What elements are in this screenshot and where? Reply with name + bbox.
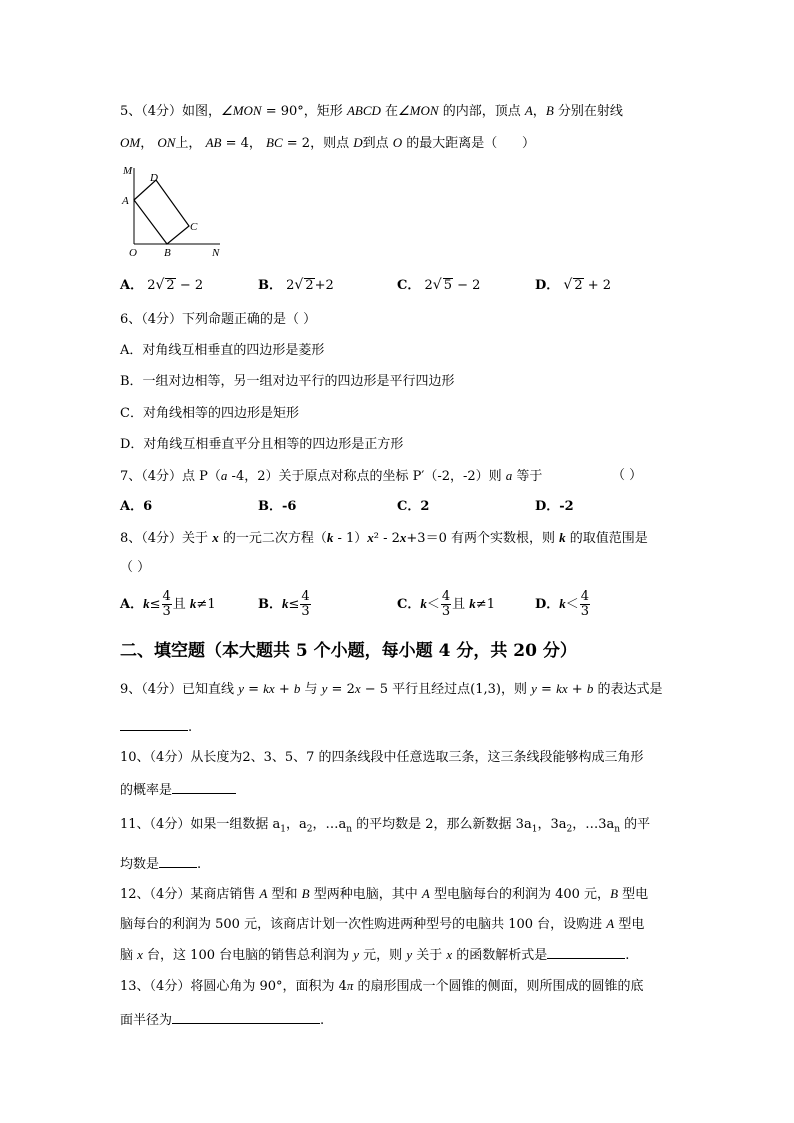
q10-answer-blank [172, 779, 236, 794]
section-2-title: 二、填空题（本大题共 5 个小题，每小题 4 分，共 20 分） [120, 641, 577, 661]
q11-line2: 均数是 . [120, 853, 201, 875]
q13-line1: 13、（4分）将圆心角为 90°，面积为 4π 的扇形围成一个圆锥的侧面，则所围成的圆锥的底 [120, 978, 644, 994]
q5-option-b: B． 2√ 2+2 [258, 277, 334, 293]
q10-line2: 的概率是 [120, 779, 236, 801]
q8-option-c: C．k＜ $\frac{4}{3}$ 且 k≠1 [397, 589, 495, 619]
q13-answer-blank [172, 1009, 320, 1024]
q6-option-b: B．一组对边相等，另一组对边平行的四边形是平行四边形 [120, 374, 455, 389]
q10-line1: 10、（4分）从长度为2、3、5、7 的四条线段中任意选取三条，这三条线段能够构成三角形 [120, 750, 644, 765]
q5-line2: OM， ON上， AB = 4， BC = 2，则点 D到点 O 的最大距离是（ ） [120, 135, 536, 151]
q12-line2: 脑每台的利润为 500 元，该商店计划一次性购进两种型号的电脑共 100 台，设购进 A 型电 [120, 916, 645, 932]
q5-line1: 5、（4分）如图，∠MON = 90°，矩形 ABCD 在∠MON 的内部，顶点 A，B 分别在射线 [120, 103, 623, 119]
q7-option-c: C．2 [397, 499, 430, 514]
q7-paren: （ ） [612, 468, 643, 483]
label-M: M [123, 165, 133, 177]
q5-figure [120, 160, 230, 260]
q11-answer-blank [159, 853, 197, 868]
q6-option-c: C．对角线相等的四边形是矩形 [120, 406, 299, 421]
q8-paren: （ ） [120, 560, 151, 575]
q8-stem: 8、（4分）关于 x 的一元二次方程（k - 1）x² - 2x+3＝0 有两个实数根，则 k 的取值范围是 [120, 530, 648, 546]
q8-option-b: B．k≤ $\frac{4}{3}$ [258, 589, 310, 619]
q8-option-d: D．k＜ $\frac{4}{3}$ [535, 589, 590, 619]
label-D: D [150, 172, 158, 184]
q7-stem: 7、（4分）点 P（a -4，2）关于原点对称点的坐标 P′（-2，-2）则 a 等于 [120, 468, 543, 484]
label-O: O [129, 247, 137, 259]
label-A: A [122, 195, 129, 207]
q5-option-c: C． 2√ 5 − 2 [397, 277, 481, 293]
q12-answer-blank [547, 944, 625, 959]
q6-option-a: A．对角线互相垂直的四边形是菱形 [120, 343, 325, 358]
label-B: B [164, 247, 171, 259]
q7-option-a: A．6 [120, 499, 153, 514]
q7-option-d: D．-2 [535, 499, 574, 514]
label-N: N [212, 247, 220, 259]
q8-option-a: A．k≤ $\frac{4}{3}$ 且 k≠1 [120, 589, 216, 619]
q7-option-b: B．-6 [258, 499, 297, 514]
q13-line2: 面半径为 . [120, 1009, 324, 1031]
label-C: C [190, 221, 198, 233]
q12-line3: 脑 x 台，这 100 台电脑的销售总利润为 y 元，则 y 关于 x 的函数解析式是 . [120, 944, 629, 966]
q11-line1: 11、（4分）如果一组数据 $a_1$，$a_2$，$\dots a_n$ 的平均数是 2，那么新数据 $3a_1$，$3a_2$，$\dots 3a_n$ 的平 [120, 817, 651, 835]
q9-line2: . [120, 716, 192, 738]
q6-stem: 6、（4分）下列命题正确的是（ ） [120, 312, 317, 327]
q9-line1: 9、（4分）已知直线 y = kx + b 与 y = 2x − 5 平行且经过点(1,3)，则 y = kx + b 的表达式是 [120, 681, 663, 697]
q12-line1: 12、（4分）某商店销售 A 型和 B 型两种电脑，其中 A 型电脑每台的利润为 400 元，B 型电 [120, 886, 649, 902]
q6-option-d: D．对角线互相垂直平分且相等的四边形是正方形 [120, 437, 404, 452]
q5-option-d: D． √ 2 + 2 [535, 277, 612, 293]
q9-answer-blank [120, 716, 188, 731]
q5-option-a: A． 2√ 2 − 2 [120, 277, 204, 293]
